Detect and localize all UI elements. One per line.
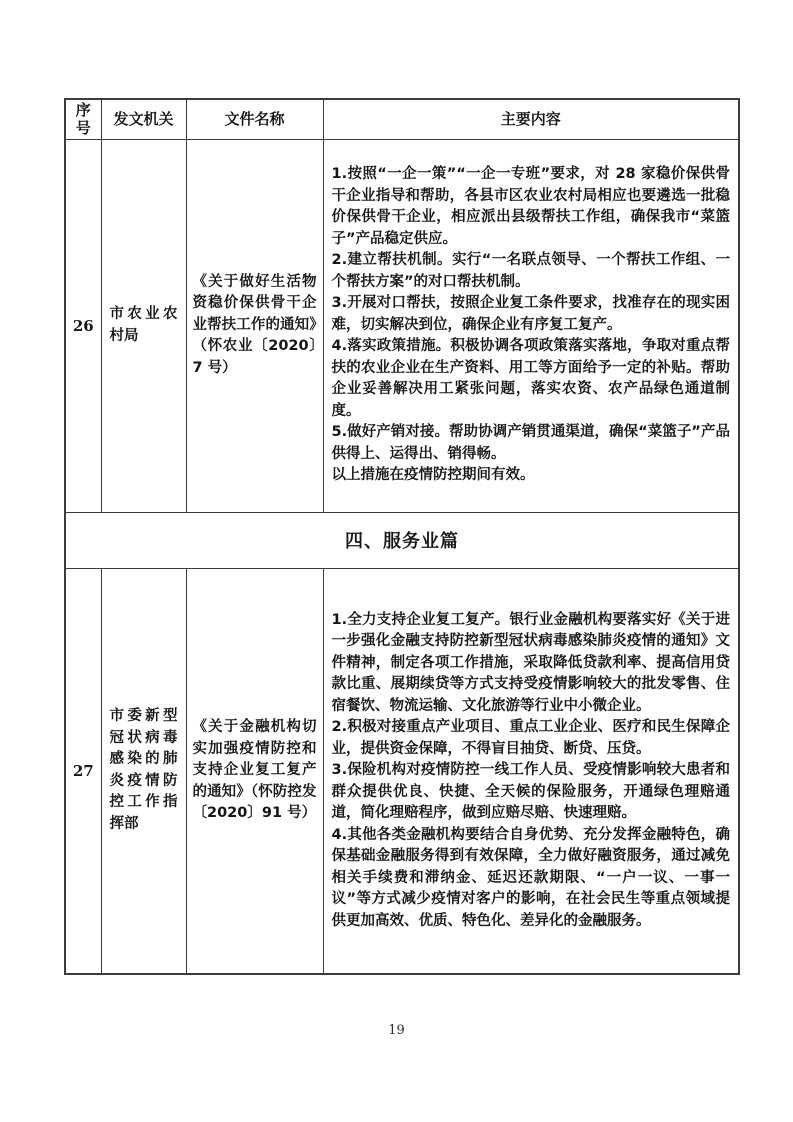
content-paragraph: 2.积极对接重点产业项目、重点工业企业、医疗和民生保障企业，提供资金保障，不得盲目抽贷、断贷、压贷。: [331, 719, 730, 757]
content-paragraph: 4.落实政策措施。积极协调各项政策落实落地，争取对重点帮扶的农业企业在生产资料、用工等方面给予一定的补贴。帮助企业妥善解决用工紧张问题，落实农资、农产品绿色通道制度。: [331, 338, 730, 419]
row-index: 27: [65, 568, 101, 974]
col-header-main-content: 主要内容: [323, 99, 739, 139]
content-paragraph: 2.建立帮扶机制。实行“一名联点领导、一个帮扶工作组、一个帮扶方案”的对口帮扶机制。: [331, 252, 730, 290]
main-content-cell: [323, 139, 739, 512]
section-header-title: 四、服务业篇: [65, 512, 739, 568]
col-header-index: 序号: [65, 99, 101, 139]
document-title: 《关于金融机构切实加强疫情防控和支持企业复工复产的通知》（怀防控发〔2020〕91 号）: [186, 568, 323, 974]
col-header-agency: 发文机关: [101, 99, 186, 139]
table-row-27: [65, 568, 739, 974]
content-paragraph: 5.做好产销对接。帮助协调产销贯通渠道，确保“菜篮子”产品供得上、运得出、销得畅。: [331, 424, 730, 462]
content-paragraph: 4.其他各类金融机构要结合自身优势、充分发挥金融特色，确保基础金融服务得到有效保障，全力做好融资服务，通过减免相关手续费和滞纳金、延迟还款期限、“一户一议、一事一议”等方式减少疫情对客户的影响，在社会民生等重点领域提供更加高效、优质、特色化、差异化的金融服务。: [331, 826, 730, 929]
content-paragraph: 1.按照“一企一策”“一企一专班”要求，对 28 家稳价保供骨干企业指导和帮助，各县市区农业农村局相应也要遴选一批稳价保供骨干企业，相应派出县级帮扶工作组，确保我市“菜篮子”产品稳定供应。: [331, 166, 730, 247]
row-index: 26: [65, 139, 101, 512]
issuing-agency: 市农业农村局: [101, 139, 186, 512]
content-paragraph: 以上措施在疫情防控期间有效。: [331, 467, 535, 484]
page-number: 19: [388, 1023, 405, 1038]
table-header-row: [65, 99, 739, 139]
document-title: 《关于做好生活物资稳价保供骨干企业帮扶工作的通知》（怀农业〔2020〕7 号）: [186, 139, 323, 512]
policy-table: [64, 98, 740, 975]
content-paragraph: 3.开展对口帮扶，按照企业复工条件要求，找准存在的现实困难，切实解决到位，确保企业有序复工复产。: [331, 295, 730, 333]
section-header-row: [65, 512, 739, 568]
content-paragraph: 1.全力支持企业复工复产。银行业金融机构要落实好《关于进一步强化金融支持防控新型冠状病毒感染肺炎疫情的通知》文件精神，制定各项工作措施，采取降低贷款利率、提高信用贷款比重、展期续贷等方式支持受疫情影响较大的批发零售、住宿餐饮、物流运输、文化旅游等行业中小微企业。: [331, 611, 730, 714]
table-row-26: [65, 139, 739, 512]
content-paragraph: 3.保险机构对疫情防控一线工作人员、受疫情影响较大患者和群众提供优良、快捷、全天候的保险服务，开通绿色理赔通道，简化理赔程序，做到应赔尽赔、快速理赔。: [331, 762, 730, 821]
main-content-cell: [323, 568, 739, 974]
issuing-agency: 市委新型冠状病毒感染的肺炎疫情防控工作指挥部: [101, 568, 186, 974]
col-header-document-name: 文件名称: [186, 99, 323, 139]
